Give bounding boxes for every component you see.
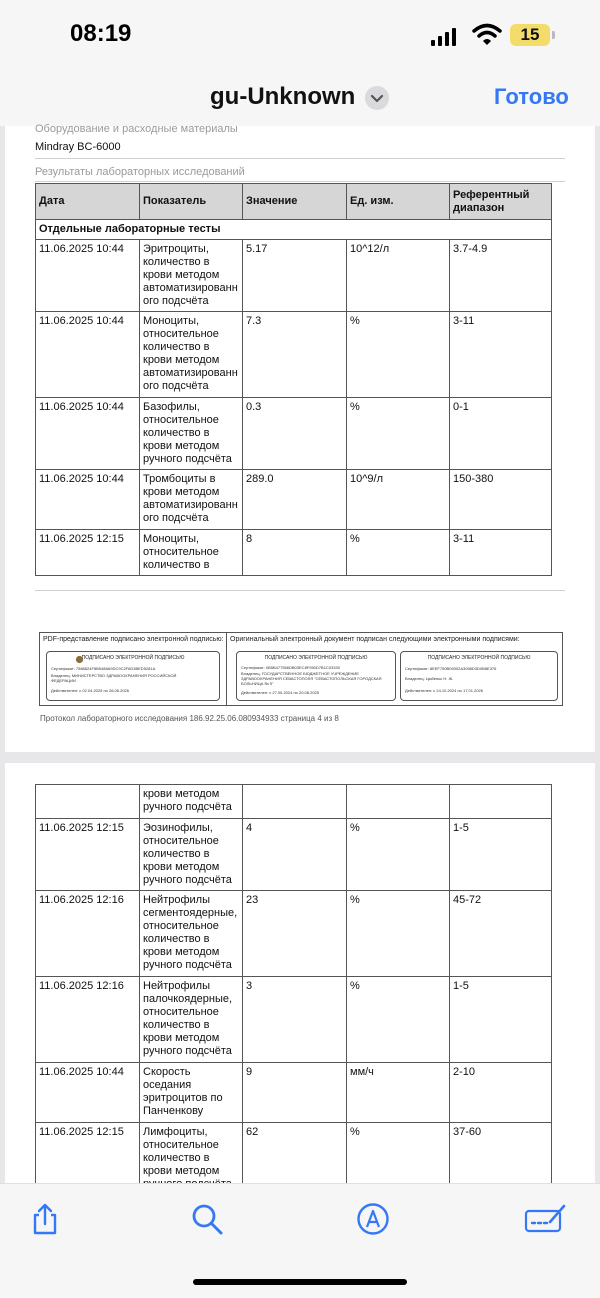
cell-unit: %: [347, 977, 450, 1063]
signature-stamp-title: ПОДПИСАНО ЭЛЕКТРОННОЙ ПОДПИСЬЮ: [427, 655, 531, 661]
cell-unit: 10^12/л: [347, 240, 450, 312]
cell-date: 11.06.2025 12:15: [36, 819, 140, 891]
divider: [35, 181, 565, 182]
cell-value: 0.3: [243, 398, 347, 470]
original-signature-title: Оригинальный электронный документ подписан следующими электронными подписями:: [230, 636, 520, 643]
signature-line: ЗДРАВООХРАНЕНИЯ СЕВАСТОПОЛЯ "СЕВАСТОПОЛЬСКАЯ ГОРОДСКАЯ: [241, 676, 382, 681]
table-row: [36, 819, 552, 891]
cell-value: 9: [243, 1063, 347, 1123]
cell-value: 3: [243, 977, 347, 1063]
pdf-signature-panel: [40, 633, 227, 705]
cell-ref: 0-1: [450, 398, 552, 470]
cell-param: крови методом ручного подсчёта: [140, 785, 243, 819]
cell-param: Нейтрофилы палочкоядерные, относительное количество в крови методом ручного подсчёта: [140, 977, 243, 1063]
cell-value: 5.17: [243, 240, 347, 312]
bottom-toolbar: [0, 1183, 600, 1298]
cell-date: 11.06.2025 10:44: [36, 470, 140, 530]
cell-param: Моноциты, относительное количество в крови методом автоматизированн ого подсчёта: [140, 312, 243, 398]
signature-icon[interactable]: [524, 1202, 568, 1236]
cell-date: 11.06.2025 10:44: [36, 240, 140, 312]
markup-icon[interactable]: [356, 1202, 390, 1236]
cell-date: 11.06.2025 12:15: [36, 1123, 140, 1195]
cell-unit: мм/ч: [347, 1063, 450, 1123]
cell-param: Эритроциты, количество в крови методом автоматизированн ого подсчёта: [140, 240, 243, 312]
signature-line: БОЛЬНИЦА № 5": [241, 681, 274, 686]
cell-value: 23: [243, 891, 347, 977]
cell-ref: 45-72: [450, 891, 552, 977]
signature-stamp-title: ПОДПИСАНО ЭЛЕКТРОННОЙ ПОДПИСЬЮ: [264, 655, 368, 661]
equipment-label: Оборудование и расходные материалы: [35, 123, 238, 135]
search-icon[interactable]: [190, 1202, 224, 1236]
cell-value: 289.0: [243, 470, 347, 530]
navigation-bar: [0, 70, 600, 126]
header-unit: Ед. изм.: [347, 184, 450, 220]
table-row: [36, 470, 552, 530]
protocol-footer: Протокол лабораторного исследования 186.92.25.06.080934933 страница 4 из 8: [40, 714, 339, 723]
document-title[interactable]: gu-Unknown: [210, 83, 356, 110]
pdf-page: [5, 763, 595, 1183]
signature-line: Владелец: Цыбенко Н. Ж.: [405, 676, 454, 681]
cell-ref: 3-11: [450, 530, 552, 576]
signature-stamp-title: ПОДПИСАНО ЭЛЕКТРОННОЙ ПОДПИСЬЮ: [81, 655, 185, 661]
cell-ref: 3-11: [450, 312, 552, 398]
cell-param: Нейтрофилы сегментоядерные, относительное количество в крови методом ручного подсчёта: [140, 891, 243, 977]
table-row: [36, 891, 552, 977]
cell-unit: %: [347, 891, 450, 977]
cell-unit: %: [347, 1123, 450, 1195]
cell-value: 4: [243, 819, 347, 891]
title-menu-button[interactable]: [365, 86, 389, 110]
cell-date: 11.06.2025 10:44: [36, 1063, 140, 1123]
cell-value: [243, 785, 347, 819]
cell-date: 11.06.2025 10:44: [36, 312, 140, 398]
cell-unit: %: [347, 819, 450, 891]
signature-line: Сертификат: 8EEF750B09302A3058D3D0B8E376: [405, 666, 497, 671]
cell-date: 11.06.2025 12:15: [36, 530, 140, 576]
table-row: [36, 785, 552, 819]
cell-date: [36, 785, 140, 819]
cell-unit: %: [347, 312, 450, 398]
cell-ref: 1-5: [450, 977, 552, 1063]
table-row: [36, 398, 552, 470]
header-date: Дата: [36, 184, 140, 220]
cell-date: 11.06.2025 12:16: [36, 891, 140, 977]
table-row: [36, 240, 552, 312]
signature-line: Сертификат: 0B5B477556DB03EC8F950D7B1C03330: [241, 665, 340, 670]
section-row: [36, 220, 552, 240]
cell-param: Базофилы, относительное количество в крови методом ручного подсчёта: [140, 398, 243, 470]
done-button[interactable]: Готово: [494, 84, 569, 109]
pdf-page: [5, 123, 595, 752]
cellular-signal-icon: [431, 28, 457, 46]
battery-cap: [552, 31, 555, 39]
cell-ref: 2-10: [450, 1063, 552, 1123]
header-param: Показатель: [140, 184, 243, 220]
signature-line: Сертификат: 7588824F8B5488A9DC9C2F6D3BED5281A: [51, 666, 156, 671]
signature-block: [39, 632, 563, 706]
cell-date: 11.06.2025 10:44: [36, 398, 140, 470]
cell-unit: %: [347, 530, 450, 576]
table-header-row: [36, 184, 552, 220]
cell-unit: 10^9/л: [347, 470, 450, 530]
cell-unit: [347, 785, 450, 819]
cell-ref: 37-60: [450, 1123, 552, 1195]
status-bar: [0, 0, 600, 70]
cell-param: Тромбоциты в крови методом автоматизированн ого подсчёта: [140, 470, 243, 530]
cell-ref: 1-5: [450, 819, 552, 891]
cell-ref: [450, 785, 552, 819]
cell-param: Эозинофилы, относительное количество в крови методом ручного подсчёта: [140, 819, 243, 891]
wifi-icon: [472, 23, 502, 47]
equipment-value: Mindray BC-6000: [35, 141, 121, 153]
home-indicator[interactable]: [193, 1279, 407, 1285]
cell-param: Лимфоциты, относительное количество в крови методом: [140, 1123, 243, 1195]
table-row: [36, 977, 552, 1063]
chevron-down-icon: [365, 86, 389, 110]
header-ref: Референтный диапазон: [450, 184, 552, 220]
cell-param: Скорость оседания эритроцитов по Панченкову: [140, 1063, 243, 1123]
table-row: [36, 530, 552, 576]
table-row: [36, 1063, 552, 1123]
results-label: Результаты лабораторных исследований: [35, 166, 245, 178]
signature-line: Действителен: с 02.04.2025 по 26.06.2026: [51, 688, 129, 693]
divider: [35, 158, 565, 159]
signature-card: [400, 651, 558, 701]
cell-value: 7.3: [243, 312, 347, 398]
cell-date: 11.06.2025 12:16: [36, 977, 140, 1063]
table-row: [36, 312, 552, 398]
divider: [35, 590, 565, 591]
cell-ref: 3.7-4.9: [450, 240, 552, 312]
signature-line: Действителен: с 24.10.2024 по 17.01.2026: [405, 688, 483, 693]
battery-indicator: 15: [510, 24, 550, 46]
signature-line: Действителен: с 27.05.2024 по 20.08.2025: [241, 690, 319, 695]
cell-ref: 150-380: [450, 470, 552, 530]
cell-value: 8: [243, 530, 347, 576]
header-value: Значение: [243, 184, 347, 220]
signature-line: ФЕДЕРАЦИИ: [51, 678, 76, 683]
pdf-signature-title: PDF-представление подписано электронной подписью:: [43, 636, 224, 643]
signature-line: Владелец: МИНИСТЕРСТВО ЗДРАВООХРАНЕНИЯ РОССИЙСКОЙ: [51, 673, 177, 678]
section-title: Отдельные лабораторные тесты: [36, 220, 552, 240]
signature-line: Владелец: ГОСУДАРСТВЕННОЕ БЮДЖЕТНОЕ УЧРЕЖДЕНИЕ: [241, 671, 359, 676]
lab-results-table: [35, 784, 552, 1195]
cell-param: Моноциты, относительное количество в: [140, 530, 243, 576]
cell-unit: %: [347, 398, 450, 470]
clock: 08:19: [70, 20, 132, 47]
signature-card: [236, 651, 396, 701]
cell-value: 62: [243, 1123, 347, 1195]
share-icon[interactable]: [28, 1202, 62, 1236]
lab-results-table: [35, 183, 552, 576]
signature-card: [46, 651, 220, 701]
